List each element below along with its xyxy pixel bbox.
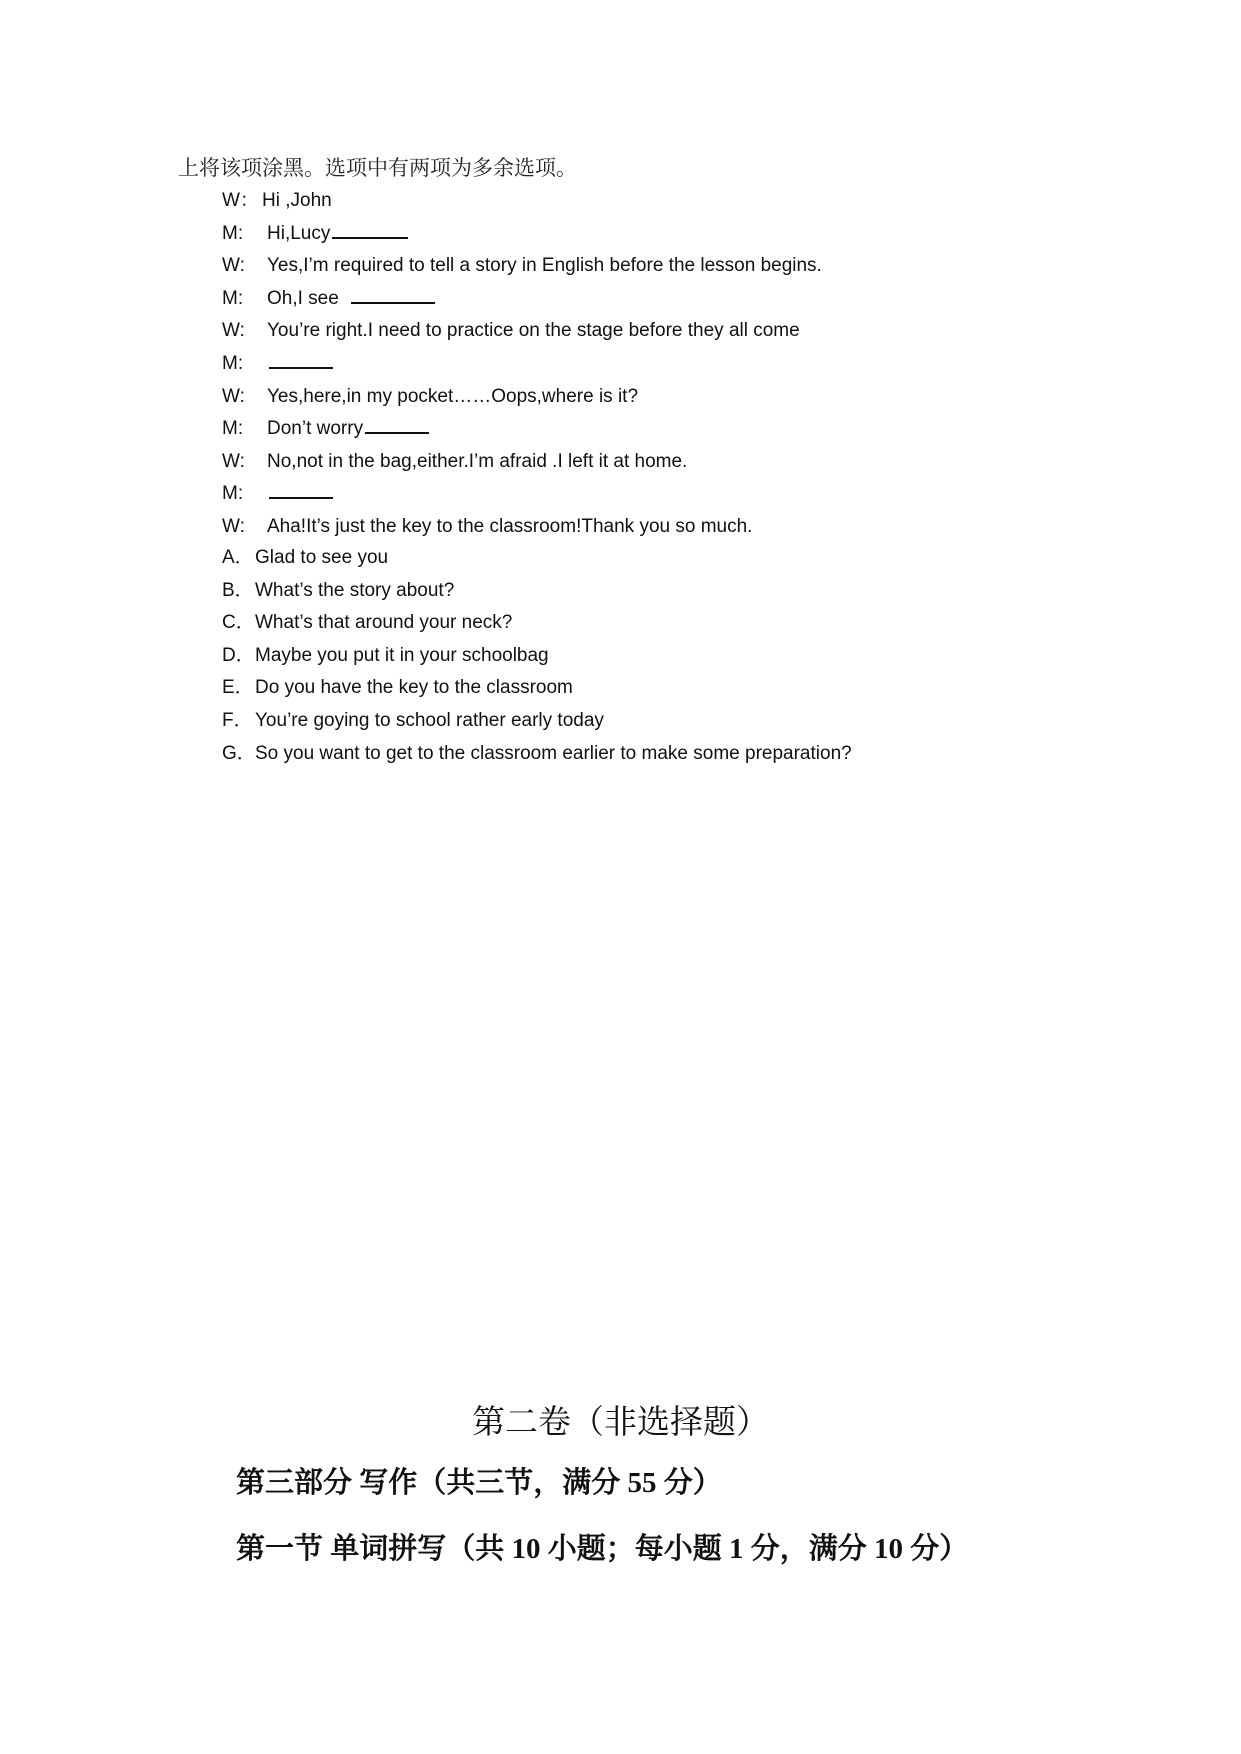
option-key: D．	[222, 644, 255, 666]
speaker: W:	[222, 255, 245, 277]
option-item	[222, 542, 852, 575]
dialogue-line	[222, 218, 822, 251]
option-item	[222, 705, 852, 738]
answer-blank[interactable]	[269, 479, 333, 499]
speaker: M:	[222, 287, 244, 309]
answer-blank[interactable]	[365, 414, 429, 434]
dialogue	[222, 185, 822, 544]
option-key: B．	[222, 579, 254, 601]
option-item	[222, 738, 852, 771]
option-key: E．	[222, 677, 254, 699]
instruction-text: 上将该项涂黑。选项中有两项为多余选项。	[178, 156, 577, 180]
dialogue-line	[222, 511, 822, 544]
dialogue-line	[222, 446, 822, 479]
option-key: G．	[222, 742, 256, 764]
option-text: Do you have the key to the classroom	[255, 677, 573, 699]
line-text: Yes,I’m required to tell a story in English before the lesson begins.	[267, 255, 822, 277]
dialogue-line	[222, 185, 822, 218]
speaker: W:	[222, 385, 245, 407]
dialogue-line	[222, 250, 822, 283]
option-key: F．	[222, 709, 253, 731]
speaker: W:	[222, 515, 245, 537]
answer-blank[interactable]	[351, 284, 435, 304]
line-text: Hi,Lucy	[267, 222, 331, 244]
option-text: What’s the story about?	[255, 579, 455, 601]
answer-blank[interactable]	[269, 349, 333, 369]
speaker: W:	[222, 320, 245, 342]
speaker: W:	[222, 450, 245, 472]
dialogue-line	[222, 283, 822, 316]
answer-options	[222, 542, 852, 770]
line-text: Don’t worry	[267, 418, 364, 440]
option-item	[222, 640, 852, 673]
option-key: C．	[222, 612, 255, 634]
line-text: Hi ,John	[262, 190, 332, 211]
option-item	[222, 672, 852, 705]
dialogue-line	[222, 315, 822, 348]
answer-blank[interactable]	[332, 219, 408, 239]
dialogue-line	[222, 348, 822, 381]
line-text: Aha!It’s just the key to the classroom!Thank you so much.	[267, 515, 753, 537]
option-text: Glad to see you	[255, 547, 389, 568]
line-text: Yes,here,in my pocket……Oops,where is it?	[267, 385, 639, 407]
line-text: Oh,I see	[267, 287, 339, 309]
option-item	[222, 607, 852, 640]
dialogue-line	[222, 381, 822, 414]
option-text: You’re goying to school rather early today	[255, 709, 604, 731]
dialogue-line	[222, 413, 822, 446]
option-text: What’s that around your neck?	[255, 612, 513, 634]
speaker: M:	[222, 352, 244, 374]
dialogue-line	[222, 478, 822, 511]
line-text: You’re right.I need to practice on the stage before they all come	[267, 320, 800, 342]
speaker: M:	[222, 418, 244, 440]
speaker: M:	[222, 483, 244, 505]
option-key: A．	[222, 547, 254, 568]
part-title: 第三部分 写作（共三节，满分 55 分）	[236, 1467, 722, 1499]
option-text: So you want to get to the classroom earlier to make some preparation?	[255, 742, 852, 764]
option-item	[222, 575, 852, 608]
speaker: M:	[222, 222, 244, 244]
line-text: No,not in the bag,either.I’m afraid .I left it at home.	[267, 450, 688, 472]
option-text: Maybe you put it in your schoolbag	[255, 644, 549, 666]
speaker: W：	[222, 190, 259, 211]
section-title: 第一节 单词拼写（共 10 小题；每小题 1 分，满分 10 分）	[236, 1533, 969, 1565]
volume-title: 第二卷（非选择题）	[472, 1405, 769, 1441]
